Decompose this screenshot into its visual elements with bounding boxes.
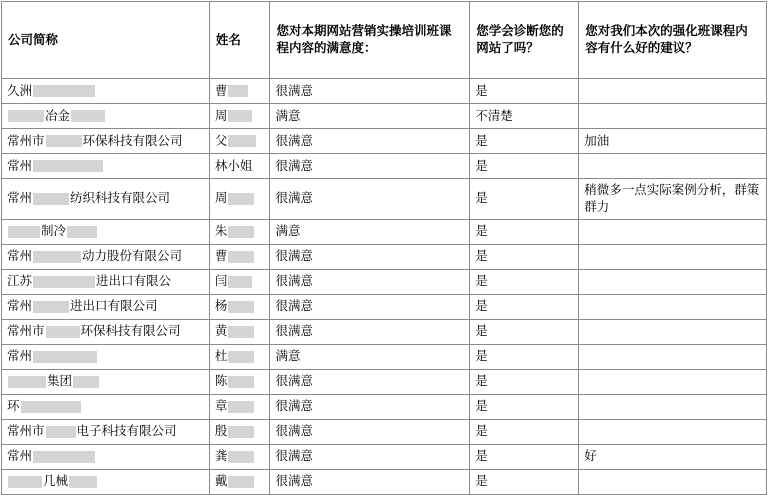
cell-content (7, 373, 204, 390)
cell-content (215, 298, 265, 315)
cell-suggestion (579, 219, 767, 244)
redacted-text-block (46, 326, 80, 338)
cell-text: 制冷 (41, 223, 67, 239)
cell-content (215, 348, 265, 365)
cell-company (2, 79, 210, 104)
cell-content (215, 398, 265, 415)
cell-satisfaction: 很满意 (270, 394, 470, 419)
table-body (2, 79, 767, 495)
cell-content (7, 108, 204, 125)
cell-diagnose: 是 (470, 344, 579, 369)
cell-company (2, 219, 210, 244)
redacted-text-block (33, 85, 95, 97)
cell-text: 常州 (7, 248, 33, 264)
cell-content (215, 190, 265, 207)
redacted-text-block (67, 226, 97, 238)
cell-diagnose: 是 (470, 469, 579, 494)
cell-satisfaction: 很满意 (270, 179, 470, 220)
cell-suggestion (579, 419, 767, 444)
cell-text: 殷 (214, 423, 228, 439)
cell-content (7, 423, 204, 440)
cell-text: 环保科技有限公司 (82, 132, 183, 148)
redacted-text-block (33, 451, 95, 463)
cell-text: 闫 (214, 273, 228, 289)
cell-diagnose: 是 (470, 244, 579, 269)
redacted-text-block (8, 376, 46, 388)
cell-diagnose: 不清楚 (470, 104, 579, 129)
cell-satisfaction: 满意 (270, 344, 470, 369)
table-row (2, 244, 767, 269)
cell-content (7, 223, 204, 240)
table-row (2, 469, 767, 494)
redacted-text-block (228, 476, 254, 488)
redacted-text-block (21, 401, 81, 413)
cell-diagnose: 是 (470, 419, 579, 444)
redacted-text-block (73, 376, 99, 388)
cell-suggestion (579, 294, 767, 319)
redacted-text-block (33, 251, 81, 263)
cell-text: 环保科技有限公司 (80, 323, 181, 339)
cell-company (2, 419, 210, 444)
cell-text: 杨 (214, 298, 228, 314)
cell-suggestion (579, 469, 767, 494)
cell-suggestion (579, 394, 767, 419)
cell-satisfaction: 很满意 (270, 369, 470, 394)
cell-content (215, 448, 265, 465)
redacted-text-block (8, 110, 44, 122)
cell-content (7, 158, 204, 175)
column-header-name: 姓名 (209, 2, 270, 79)
cell-suggestion (579, 369, 767, 394)
table-row (2, 269, 767, 294)
redacted-text-block (33, 276, 95, 288)
cell-satisfaction: 很满意 (270, 294, 470, 319)
cell-diagnose: 是 (470, 394, 579, 419)
redacted-text-block (8, 476, 42, 488)
table-row (2, 79, 767, 104)
redacted-text-block (228, 451, 254, 463)
cell-content (7, 190, 204, 207)
cell-company (2, 129, 210, 154)
redacted-text-block (228, 351, 254, 363)
cell-content (7, 83, 204, 100)
cell-text: 常州 (7, 298, 33, 314)
table-row (2, 154, 767, 179)
redacted-text-block (33, 351, 97, 363)
cell-name (209, 469, 270, 494)
cell-text: 龚 (214, 448, 228, 464)
cell-satisfaction: 很满意 (270, 444, 470, 469)
cell-text: 常州 (7, 348, 33, 364)
cell-name (209, 344, 270, 369)
cell-text: 久洲 (7, 82, 33, 98)
cell-suggestion (579, 104, 767, 129)
cell-name (209, 394, 270, 419)
cell-text: 常州 (7, 448, 33, 464)
cell-name (209, 369, 270, 394)
cell-company (2, 269, 210, 294)
cell-company (2, 179, 210, 220)
redacted-text-block (71, 110, 105, 122)
survey-results-table (1, 1, 767, 495)
column-header-suggestion: 您对我们本次的强化班课程内容有什么好的建议？ (579, 2, 767, 79)
redacted-text-block (228, 401, 254, 413)
cell-text: 纺织科技有限公司 (70, 190, 171, 206)
cell-suggestion (579, 79, 767, 104)
cell-content (7, 448, 204, 465)
cell-text: 常州 (7, 190, 33, 206)
cell-satisfaction: 满意 (270, 219, 470, 244)
cell-content (215, 273, 265, 290)
cell-satisfaction: 很满意 (270, 154, 470, 179)
cell-text: 章 (214, 398, 228, 414)
redacted-text-block (228, 376, 254, 388)
cell-text: 朱 (214, 223, 228, 239)
cell-diagnose: 是 (470, 219, 579, 244)
column-header-diagnose: 您学会诊断您的网站了吗？ (470, 2, 579, 79)
cell-name (209, 319, 270, 344)
redacted-text-block (33, 160, 103, 172)
cell-diagnose: 是 (470, 154, 579, 179)
table-header-row (2, 2, 767, 79)
cell-content (7, 323, 204, 340)
cell-text: 父 (214, 132, 228, 148)
cell-diagnose: 是 (470, 294, 579, 319)
cell-company (2, 369, 210, 394)
cell-text: 环 (7, 398, 20, 414)
cell-name (209, 244, 270, 269)
cell-company (2, 444, 210, 469)
cell-text: 进出口有限公司 (70, 298, 158, 314)
table-row (2, 219, 767, 244)
cell-content (7, 398, 204, 415)
redacted-text-block (8, 226, 40, 238)
table-row (2, 294, 767, 319)
cell-text: 几械 (43, 473, 69, 489)
cell-diagnose: 是 (470, 319, 579, 344)
table-row (2, 394, 767, 419)
cell-suggestion (579, 244, 767, 269)
cell-satisfaction: 很满意 (270, 269, 470, 294)
cell-company (2, 244, 210, 269)
cell-company (2, 319, 210, 344)
table-row (2, 104, 767, 129)
cell-content (215, 83, 265, 100)
cell-suggestion: 好 (579, 444, 767, 469)
cell-diagnose: 是 (470, 444, 579, 469)
cell-company (2, 344, 210, 369)
redacted-text-block (228, 110, 252, 122)
cell-text: 常州市 (7, 423, 45, 439)
cell-text: 江苏 (7, 273, 33, 289)
cell-content (7, 248, 204, 265)
cell-text: 常州市 (7, 132, 45, 148)
cell-diagnose: 是 (470, 179, 579, 220)
redacted-text-block (33, 301, 69, 313)
cell-name (209, 444, 270, 469)
cell-name (209, 129, 270, 154)
cell-suggestion (579, 344, 767, 369)
cell-text: 进出口有限公 (96, 273, 172, 289)
cell-content (7, 473, 204, 490)
cell-content (215, 223, 265, 240)
cell-content (215, 373, 265, 390)
cell-satisfaction: 很满意 (270, 129, 470, 154)
cell-suggestion: 加油 (579, 129, 767, 154)
table-row (2, 344, 767, 369)
cell-suggestion (579, 269, 767, 294)
table-header (2, 2, 767, 79)
cell-content (215, 158, 265, 175)
table-row (2, 179, 767, 220)
cell-company (2, 104, 210, 129)
table-row (2, 129, 767, 154)
table-row (2, 419, 767, 444)
redacted-text-block (228, 426, 254, 438)
cell-company (2, 294, 210, 319)
cell-text: 曹 (214, 82, 228, 98)
cell-content (7, 298, 204, 315)
cell-diagnose: 是 (470, 369, 579, 394)
cell-content (215, 133, 265, 150)
cell-text: 林小姐 (214, 157, 253, 173)
cell-text: 常州市 (7, 323, 45, 339)
column-header-satisfaction: 您对本期网站营销实操培训班课程内容的满意度： (270, 2, 470, 79)
cell-satisfaction: 很满意 (270, 244, 470, 269)
cell-text: 黄 (214, 323, 228, 339)
cell-content (215, 248, 265, 265)
cell-content (215, 473, 265, 490)
redacted-text-block (228, 226, 254, 238)
cell-text: 集团 (47, 373, 73, 389)
redacted-text-block (228, 276, 252, 288)
cell-company (2, 394, 210, 419)
cell-name (209, 154, 270, 179)
cell-diagnose: 是 (470, 269, 579, 294)
redacted-text-block (228, 193, 254, 205)
cell-satisfaction: 很满意 (270, 319, 470, 344)
redacted-text-block (46, 426, 76, 438)
cell-text: 周 (214, 107, 228, 123)
cell-content (7, 348, 204, 365)
column-header-company: 公司简称 (2, 2, 210, 79)
redacted-text-block (33, 193, 69, 205)
cell-company (2, 154, 210, 179)
table-row (2, 444, 767, 469)
redacted-text-block (69, 476, 97, 488)
table-row (2, 319, 767, 344)
cell-content (7, 133, 204, 150)
cell-suggestion (579, 319, 767, 344)
cell-diagnose: 是 (470, 79, 579, 104)
cell-name (209, 419, 270, 444)
cell-company (2, 469, 210, 494)
cell-name (209, 79, 270, 104)
cell-text: 曹 (214, 248, 228, 264)
cell-content (215, 108, 265, 125)
cell-name (209, 294, 270, 319)
redacted-text-block (46, 135, 82, 147)
cell-satisfaction: 满意 (270, 104, 470, 129)
redacted-text-block (228, 135, 256, 147)
cell-content (215, 323, 265, 340)
cell-satisfaction: 很满意 (270, 469, 470, 494)
cell-text: 动力股份有限公司 (82, 248, 183, 264)
redacted-text-block (228, 251, 254, 263)
redacted-text-block (228, 85, 248, 97)
cell-suggestion: 稍微多一点实际案例分析，群策群力 (579, 179, 767, 220)
cell-satisfaction: 很满意 (270, 419, 470, 444)
cell-text: 电子科技有限公司 (76, 423, 177, 439)
cell-text: 陈 (214, 373, 228, 389)
cell-text: 常州 (7, 157, 33, 173)
cell-content (215, 423, 265, 440)
cell-name (209, 269, 270, 294)
table-row (2, 369, 767, 394)
cell-text: 戴 (214, 473, 228, 489)
redacted-text-block (228, 301, 254, 313)
cell-satisfaction: 很满意 (270, 79, 470, 104)
cell-suggestion (579, 154, 767, 179)
cell-name (209, 104, 270, 129)
cell-text: 周 (214, 190, 228, 206)
cell-text: 冶金 (45, 107, 71, 123)
cell-text: 杜 (214, 348, 228, 364)
redacted-text-block (228, 326, 254, 338)
cell-name (209, 219, 270, 244)
cell-content (7, 273, 204, 290)
cell-name (209, 179, 270, 220)
cell-diagnose: 是 (470, 129, 579, 154)
